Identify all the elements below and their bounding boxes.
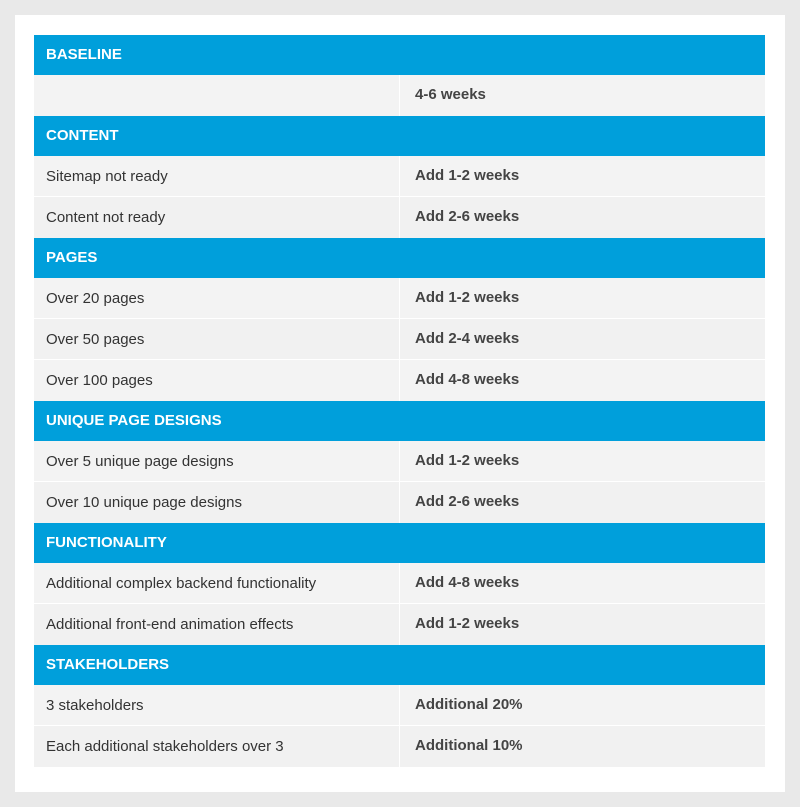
row-label: Additional front-end animation effects [34, 604, 400, 645]
timeline-card [15, 15, 785, 792]
row-value: Add 4-8 weeks [415, 574, 520, 591]
table-row [34, 441, 765, 482]
section-unique-page-designs [34, 401, 765, 523]
row-value: Add 2-6 weeks [415, 208, 520, 225]
table-row [34, 156, 765, 197]
table-row [34, 360, 765, 401]
section-header: STAKEHOLDERS [34, 645, 765, 685]
row-label: Over 100 pages [34, 360, 400, 401]
section-rows [34, 156, 765, 238]
table-row [34, 319, 765, 360]
row-label: Over 5 unique page designs [34, 441, 400, 481]
table-row [34, 685, 765, 726]
row-label: Content not ready [34, 197, 400, 238]
section-rows [34, 278, 765, 401]
row-value: Add 2-6 weeks [415, 493, 520, 510]
row-value: Add 1-2 weeks [415, 289, 520, 306]
section-pages [34, 238, 765, 401]
row-value: Add 1-2 weeks [415, 452, 520, 469]
table-row [34, 726, 765, 767]
section-content [34, 116, 765, 238]
row-value: Add 1-2 weeks [415, 167, 520, 184]
row-value: Additional 10% [415, 737, 523, 754]
row-label: Additional complex backend functionality [34, 563, 400, 603]
row-label: 3 stakeholders [34, 685, 400, 725]
row-value: Add 1-2 weeks [415, 615, 520, 632]
row-label: Each additional stakeholders over 3 [34, 726, 400, 767]
row-value: 4-6 weeks [415, 86, 486, 103]
section-baseline [34, 35, 765, 116]
section-stakeholders [34, 645, 765, 767]
row-label: Sitemap not ready [34, 156, 400, 196]
section-header: PAGES [34, 238, 765, 278]
section-rows [34, 563, 765, 645]
row-value: Add 2-4 weeks [415, 330, 520, 347]
row-value: Add 4-8 weeks [415, 371, 520, 388]
table-row [34, 75, 765, 116]
timeline-table [34, 35, 765, 767]
table-row [34, 278, 765, 319]
section-header: BASELINE [34, 35, 765, 75]
row-label: Over 20 pages [34, 278, 400, 318]
table-row [34, 563, 765, 604]
table-row [34, 197, 765, 238]
section-rows [34, 685, 765, 767]
row-value: Additional 20% [415, 696, 523, 713]
section-rows [34, 75, 765, 116]
section-header: UNIQUE PAGE DESIGNS [34, 401, 765, 441]
row-label: Over 10 unique page designs [34, 482, 400, 523]
section-functionality [34, 523, 765, 645]
section-header: CONTENT [34, 116, 765, 156]
table-row [34, 482, 765, 523]
section-rows [34, 441, 765, 523]
row-label: Over 50 pages [34, 319, 400, 359]
table-row [34, 604, 765, 645]
section-header: FUNCTIONALITY [34, 523, 765, 563]
row-label [34, 75, 400, 116]
